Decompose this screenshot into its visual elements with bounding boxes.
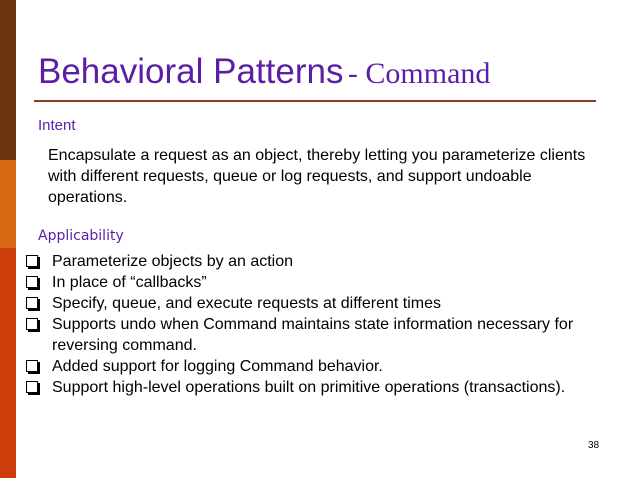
list-item-text: Added support for logging Command behavior.	[52, 358, 383, 375]
intent-text: Encapsulate a request as an object, thereby letting you parameterize clients with different requests, queue or log requests, and support undoable operations.	[48, 147, 586, 206]
page-number: 38	[588, 440, 600, 451]
hollow-square-bullet-icon	[26, 255, 38, 267]
applicability-list	[24, 251, 624, 398]
list-item	[24, 293, 624, 314]
list-item	[24, 377, 624, 398]
slide-title-main: Behavioral Patterns	[38, 52, 344, 91]
list-item-text: In place of “callbacks”	[52, 274, 207, 291]
list-item-text: Parameterize objects by an action	[52, 253, 294, 270]
hollow-square-bullet-icon	[26, 360, 38, 372]
hollow-square-bullet-icon	[26, 318, 38, 330]
slide-title-sub: - Command	[347, 57, 491, 90]
list-item	[24, 314, 624, 356]
intent-heading: Intent	[38, 117, 76, 134]
hollow-square-bullet-icon	[26, 276, 38, 288]
list-item	[24, 251, 624, 272]
list-item-text: Supports undo when Command maintains state information necessary for reversing command.	[52, 316, 574, 354]
list-item	[24, 356, 624, 377]
left-accent-stripe-middle	[0, 160, 16, 248]
list-item-text: Support high-level operations built on primitive operations (transactions).	[52, 379, 566, 396]
title-underline-rule	[34, 100, 596, 102]
hollow-square-bullet-icon	[26, 297, 38, 309]
applicability-heading: Applicability	[38, 228, 124, 244]
list-item	[24, 272, 624, 293]
left-accent-stripe-top	[0, 0, 16, 160]
left-accent-stripe-bottom	[0, 248, 16, 478]
slide-title	[38, 54, 490, 89]
list-item-text: Specify, queue, and execute requests at different times	[52, 295, 441, 312]
hollow-square-bullet-icon	[26, 381, 38, 393]
